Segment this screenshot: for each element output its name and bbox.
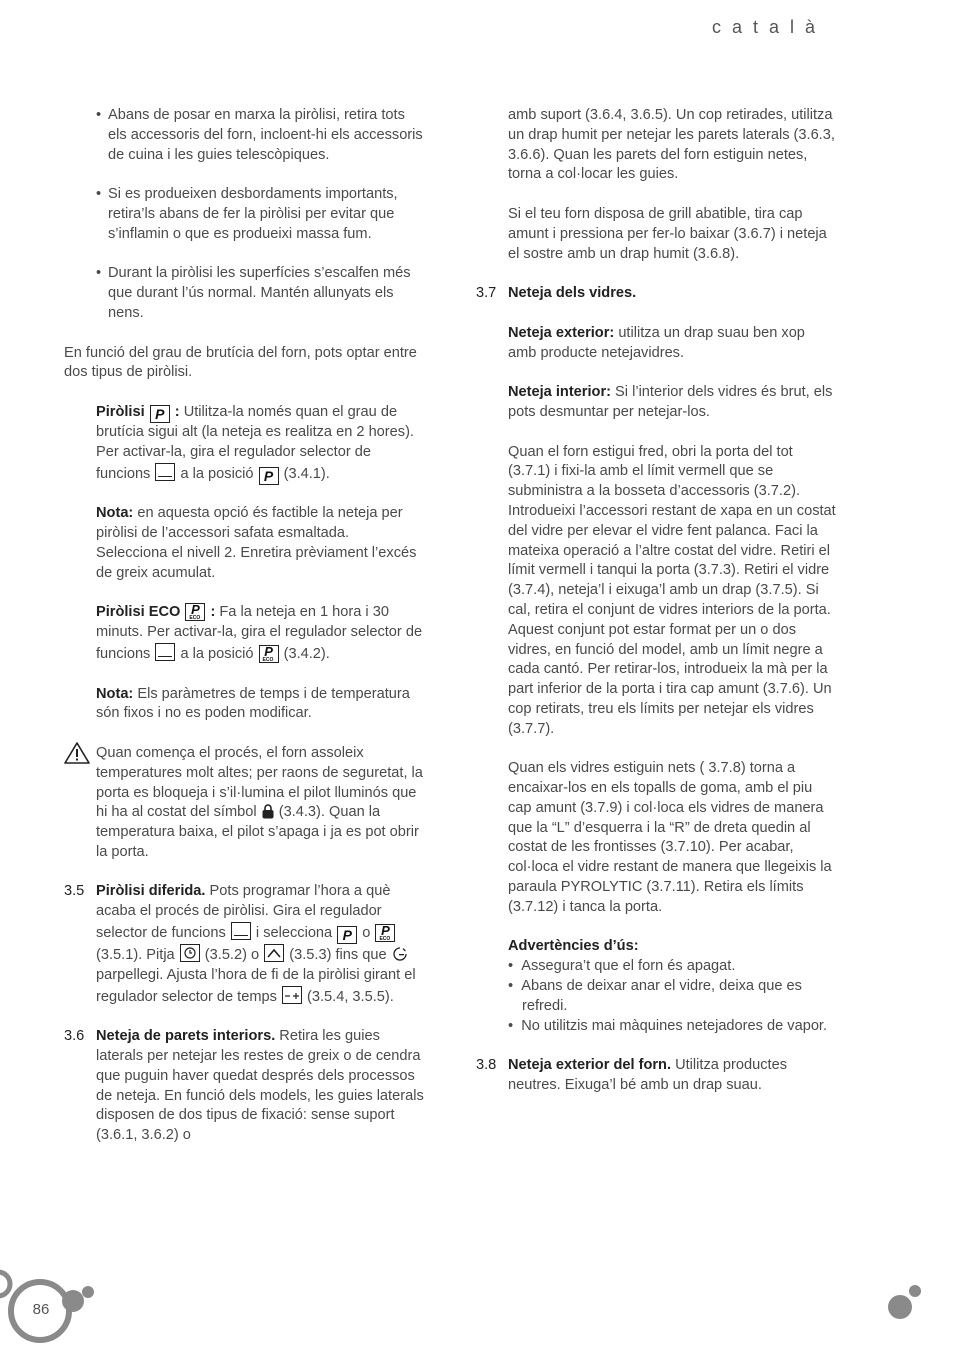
warning-triangle-icon bbox=[64, 742, 90, 764]
function-selector-icon bbox=[155, 463, 175, 481]
section-text: (3.5.3) fins que bbox=[285, 947, 391, 964]
page-number: 86 bbox=[32, 1301, 50, 1318]
decorative-circles-right bbox=[880, 1280, 930, 1326]
interior-label: Neteja interior: bbox=[508, 384, 611, 401]
bullet-overflows: • Si es produeixen desbordaments importants, retira’ls abans de fer la piròlisi per evitar que s’inflamin o que es produeixi massa fum. bbox=[96, 186, 398, 242]
usage-warnings bbox=[476, 937, 836, 1036]
section-text: (3.5.4, 3.5.5). bbox=[302, 988, 394, 1005]
left-column bbox=[64, 106, 424, 1146]
section-number: 3.5 bbox=[64, 883, 85, 900]
section-title: Neteja de parets interiors. bbox=[96, 1028, 276, 1045]
list-item: • Abans de deixar anar el vidre, deixa que es refredi. bbox=[508, 978, 802, 1014]
pyrolysis-p-icon: P bbox=[150, 405, 170, 423]
pyrolysis-p-icon: P bbox=[259, 467, 279, 485]
pyrolysis-eco-label: Piròlisi ECO bbox=[96, 604, 181, 621]
minus-plus-icon bbox=[282, 986, 302, 1004]
section-number: 3.7 bbox=[476, 285, 497, 302]
eco-text: Fa la neteja en 1 hora i 30 minuts. Per activar-la, gira el regulador selector de funcions bbox=[96, 604, 423, 662]
list-item-text: No utilitzis mai màquines netejadores de vapor. bbox=[521, 1017, 828, 1034]
up-arrow-icon bbox=[264, 944, 284, 962]
section-text: Retira les guies laterals per netejar les restes de greix o de cendra que puguin haver quedat després dels processos de neteja. En funció dels models, les guies laterals disposen de dos tipus de fixació: sense suport (3.6.1, 3.6.2) o bbox=[96, 1028, 424, 1144]
section-text: parpellegi. Ajusta l’hora de fi de la piròlisi girant el regulador selector de temps bbox=[96, 966, 416, 1005]
colon: : bbox=[206, 604, 216, 621]
interior-cleaning bbox=[476, 383, 836, 423]
note-label: Nota: bbox=[96, 685, 134, 702]
section-text: Utilitza productes neutres. Eixuga’l bé amb un drap suau. bbox=[508, 1057, 788, 1094]
lock-icon bbox=[261, 803, 275, 819]
note-2 bbox=[64, 685, 424, 725]
note-text: en aquesta opció és factible la neteja per piròlisi de l’accessori safata esmaltada. Selecciona el nivell 2. Enretira prèviament l’excés de greix acumulat. bbox=[96, 505, 417, 581]
usage-warnings-list bbox=[508, 957, 836, 1036]
section-text: (3.5.2) o bbox=[200, 947, 264, 964]
eco-small-label: ECO bbox=[262, 656, 274, 663]
pyrolysis-text: a la posició bbox=[176, 465, 258, 482]
list-item: • No utilitzis mai màquines netejadores de vapor. bbox=[508, 1017, 828, 1034]
section-title: Neteja exterior del forn. bbox=[508, 1057, 672, 1074]
pyrolysis-eco-icon bbox=[259, 645, 279, 663]
pyrolysis-text: Utilitza-la només quan el grau de brutícia sigui alt (la neteja es realitza en 2 hores). Per activar-la, gira el regulador selector de funcions bbox=[96, 403, 414, 482]
bullet-text: Abans de posar en marxa la piròlisi, retira tots els accessoris del forn, incloent-hi els accessoris de cuina i les guies telescòpiques. bbox=[108, 107, 423, 163]
bullet-remove-accessories: • Abans de posar en marxa la piròlisi, retira tots els accessoris del forn, incloent-hi els accessoris de cuina i les guies telescòpiques. bbox=[96, 107, 423, 163]
eco-small-label: ECO bbox=[189, 615, 201, 622]
exterior-text: utilitza un drap suau ben xop amb producte netejavidres. bbox=[508, 324, 805, 361]
warning-paragraph bbox=[64, 744, 424, 863]
eco-p: P bbox=[191, 602, 200, 618]
interior-text: Si l’interior dels vidres és brut, els pots desmuntar per netejar-los. bbox=[508, 384, 833, 420]
glass-refit-paragraph: Quan els vidres estiguin nets ( 3.7.8) torna a encaixar-los en els topalls de goma, amb el piu cap amunt (3.7.9) i col·loca els vidres de manera que la “L” d’esquerra i la “R” de dreta quedin al costat de les frontisses (3.7.10). Per acabar, col·loca el vidre restant de manera que llegeixis la paraula PYROLYTIC (3.7.11). Retira els límits (3.7.12) i tanca la porta. bbox=[508, 760, 832, 915]
list-item: • Assegura’t que el forn és apagat. bbox=[508, 958, 736, 975]
bullet-text: Durant la piròlisi les superfícies s’escalfen més que durant l’ús normal. Mantén allunyats els nens. bbox=[108, 265, 411, 321]
function-selector-icon bbox=[231, 922, 251, 940]
warning-text: Quan comença el procés, el forn assoleix temperatures molt altes; per raons de seguretat, la porta es bloqueja i s’il·lumina el pilot lluminós que hi ha al costat del símbol bbox=[96, 744, 423, 821]
right-column bbox=[476, 106, 836, 1096]
usage-warnings-title: Advertències d’ús: bbox=[508, 938, 639, 955]
note-label: Nota: bbox=[96, 505, 134, 522]
eco-text: (3.4.2). bbox=[279, 645, 330, 662]
pyrolysis-p-icon: P bbox=[337, 926, 357, 944]
eco-small-label: ECO bbox=[379, 936, 391, 943]
exterior-label: Neteja exterior: bbox=[508, 324, 615, 341]
pyrolysis-paragraph bbox=[64, 403, 424, 485]
note-1 bbox=[64, 504, 424, 583]
flashing-indicator-icon bbox=[391, 945, 409, 963]
section-number: 3.8 bbox=[476, 1057, 497, 1074]
pyrolysis-label: Piròlisi bbox=[96, 403, 145, 420]
glass-removal-paragraph: Quan el forn estigui fred, obri la porta del tot (3.7.1) i fixi-la amb el límit vermell que se subministra a la bosseta d’accessoris (3.7.2). Introdueixi l’accessori restant de xapa en un costat del vidre per elevar el vidre fent palanca. Faci la mateixa operació a l’altre costat del vidre. Retiri el límit vermell i tanqui la porta (3.7.3). Retiri el vidre (3.7.4), neteja’l i eixuga’l amb un drap (3.7.5). Si cal, retira el conjunt de vidres interiors de la porta. Aquest conjunt pot estar format per un o dos vidres, en funció del model, amb un límit negre a cada cantó. Per retirar-los, introdueix la mà per la part inferior de la porta i tira cap amunt (3.7.6). Un cop retirats, treu els límits per netejar els vidres (3.7.7). bbox=[508, 443, 836, 737]
intro-paragraph: En funció del grau de brutícia del forn, pots optar entre dos tipus de piròlisi. bbox=[64, 344, 417, 381]
colon: : bbox=[170, 403, 180, 420]
eco-p: P bbox=[381, 923, 390, 939]
section-text: o bbox=[358, 925, 375, 942]
function-selector-icon bbox=[155, 643, 175, 661]
section-text: (3.5.1). Pitja bbox=[96, 947, 179, 964]
eco-text: a la posició bbox=[176, 645, 258, 662]
pyrolysis-eco-icon bbox=[185, 603, 205, 621]
continuation-paragraph: amb suport (3.6.4, 3.6.5). Un cop retirades, utilitza un drap humit per netejar les parets laterals (3.6.3, 3.6.6). Quan les parets del forn estiguin netes, torna a col·locar les guies. bbox=[508, 107, 835, 183]
section-3-7 bbox=[476, 284, 836, 304]
section-number: 3.6 bbox=[64, 1028, 85, 1045]
section-title: Piròlisi diferida. bbox=[96, 883, 206, 900]
bullet-hot-surfaces: • Durant la piròlisi les superfícies s’escalfen més que durant l’ús normal. Mantén allunyats els nens. bbox=[96, 265, 411, 321]
bullet-text: Si es produeixen desbordaments importants, retira’ls abans de fer la piròlisi per evitar que s’inflamin o que es produeixi massa fum. bbox=[108, 186, 398, 242]
section-3-8 bbox=[476, 1056, 836, 1096]
pyrolysis-eco-icon bbox=[375, 924, 395, 942]
section-text: i selecciona bbox=[251, 925, 337, 942]
section-3-6 bbox=[64, 1027, 424, 1146]
section-3-5 bbox=[64, 882, 424, 1007]
pyrolysis-text: (3.4.1). bbox=[279, 465, 330, 482]
language-label: català bbox=[712, 17, 827, 37]
section-title: Neteja dels vidres. bbox=[508, 285, 637, 302]
section-text: Pots programar l’hora a què acaba el procés de piròlisi. Gira el regulador selector de funcions bbox=[96, 883, 391, 942]
exterior-cleaning bbox=[476, 324, 836, 364]
note-text: Els paràmetres de temps i de temperatura són fixos i no es poden modificar. bbox=[96, 685, 410, 722]
list-item-text: Assegura’t que el forn és apagat. bbox=[521, 958, 736, 975]
clock-icon bbox=[180, 944, 200, 962]
pyrolysis-eco-paragraph bbox=[64, 603, 424, 664]
list-item-text: Abans de deixar anar el vidre, deixa que es refredi. bbox=[521, 978, 802, 1014]
grill-paragraph: Si el teu forn disposa de grill abatible, tira cap amunt i pressiona per fer-lo baixar (3.6.7) i neteja el sostre amb un drap humit (3.6.8). bbox=[508, 205, 827, 262]
eco-p: P bbox=[264, 643, 273, 659]
warning-text: (3.4.3). Quan la temperatura baixa, el pilot s’apaga i ja es pot obrir la porta. bbox=[96, 804, 419, 860]
